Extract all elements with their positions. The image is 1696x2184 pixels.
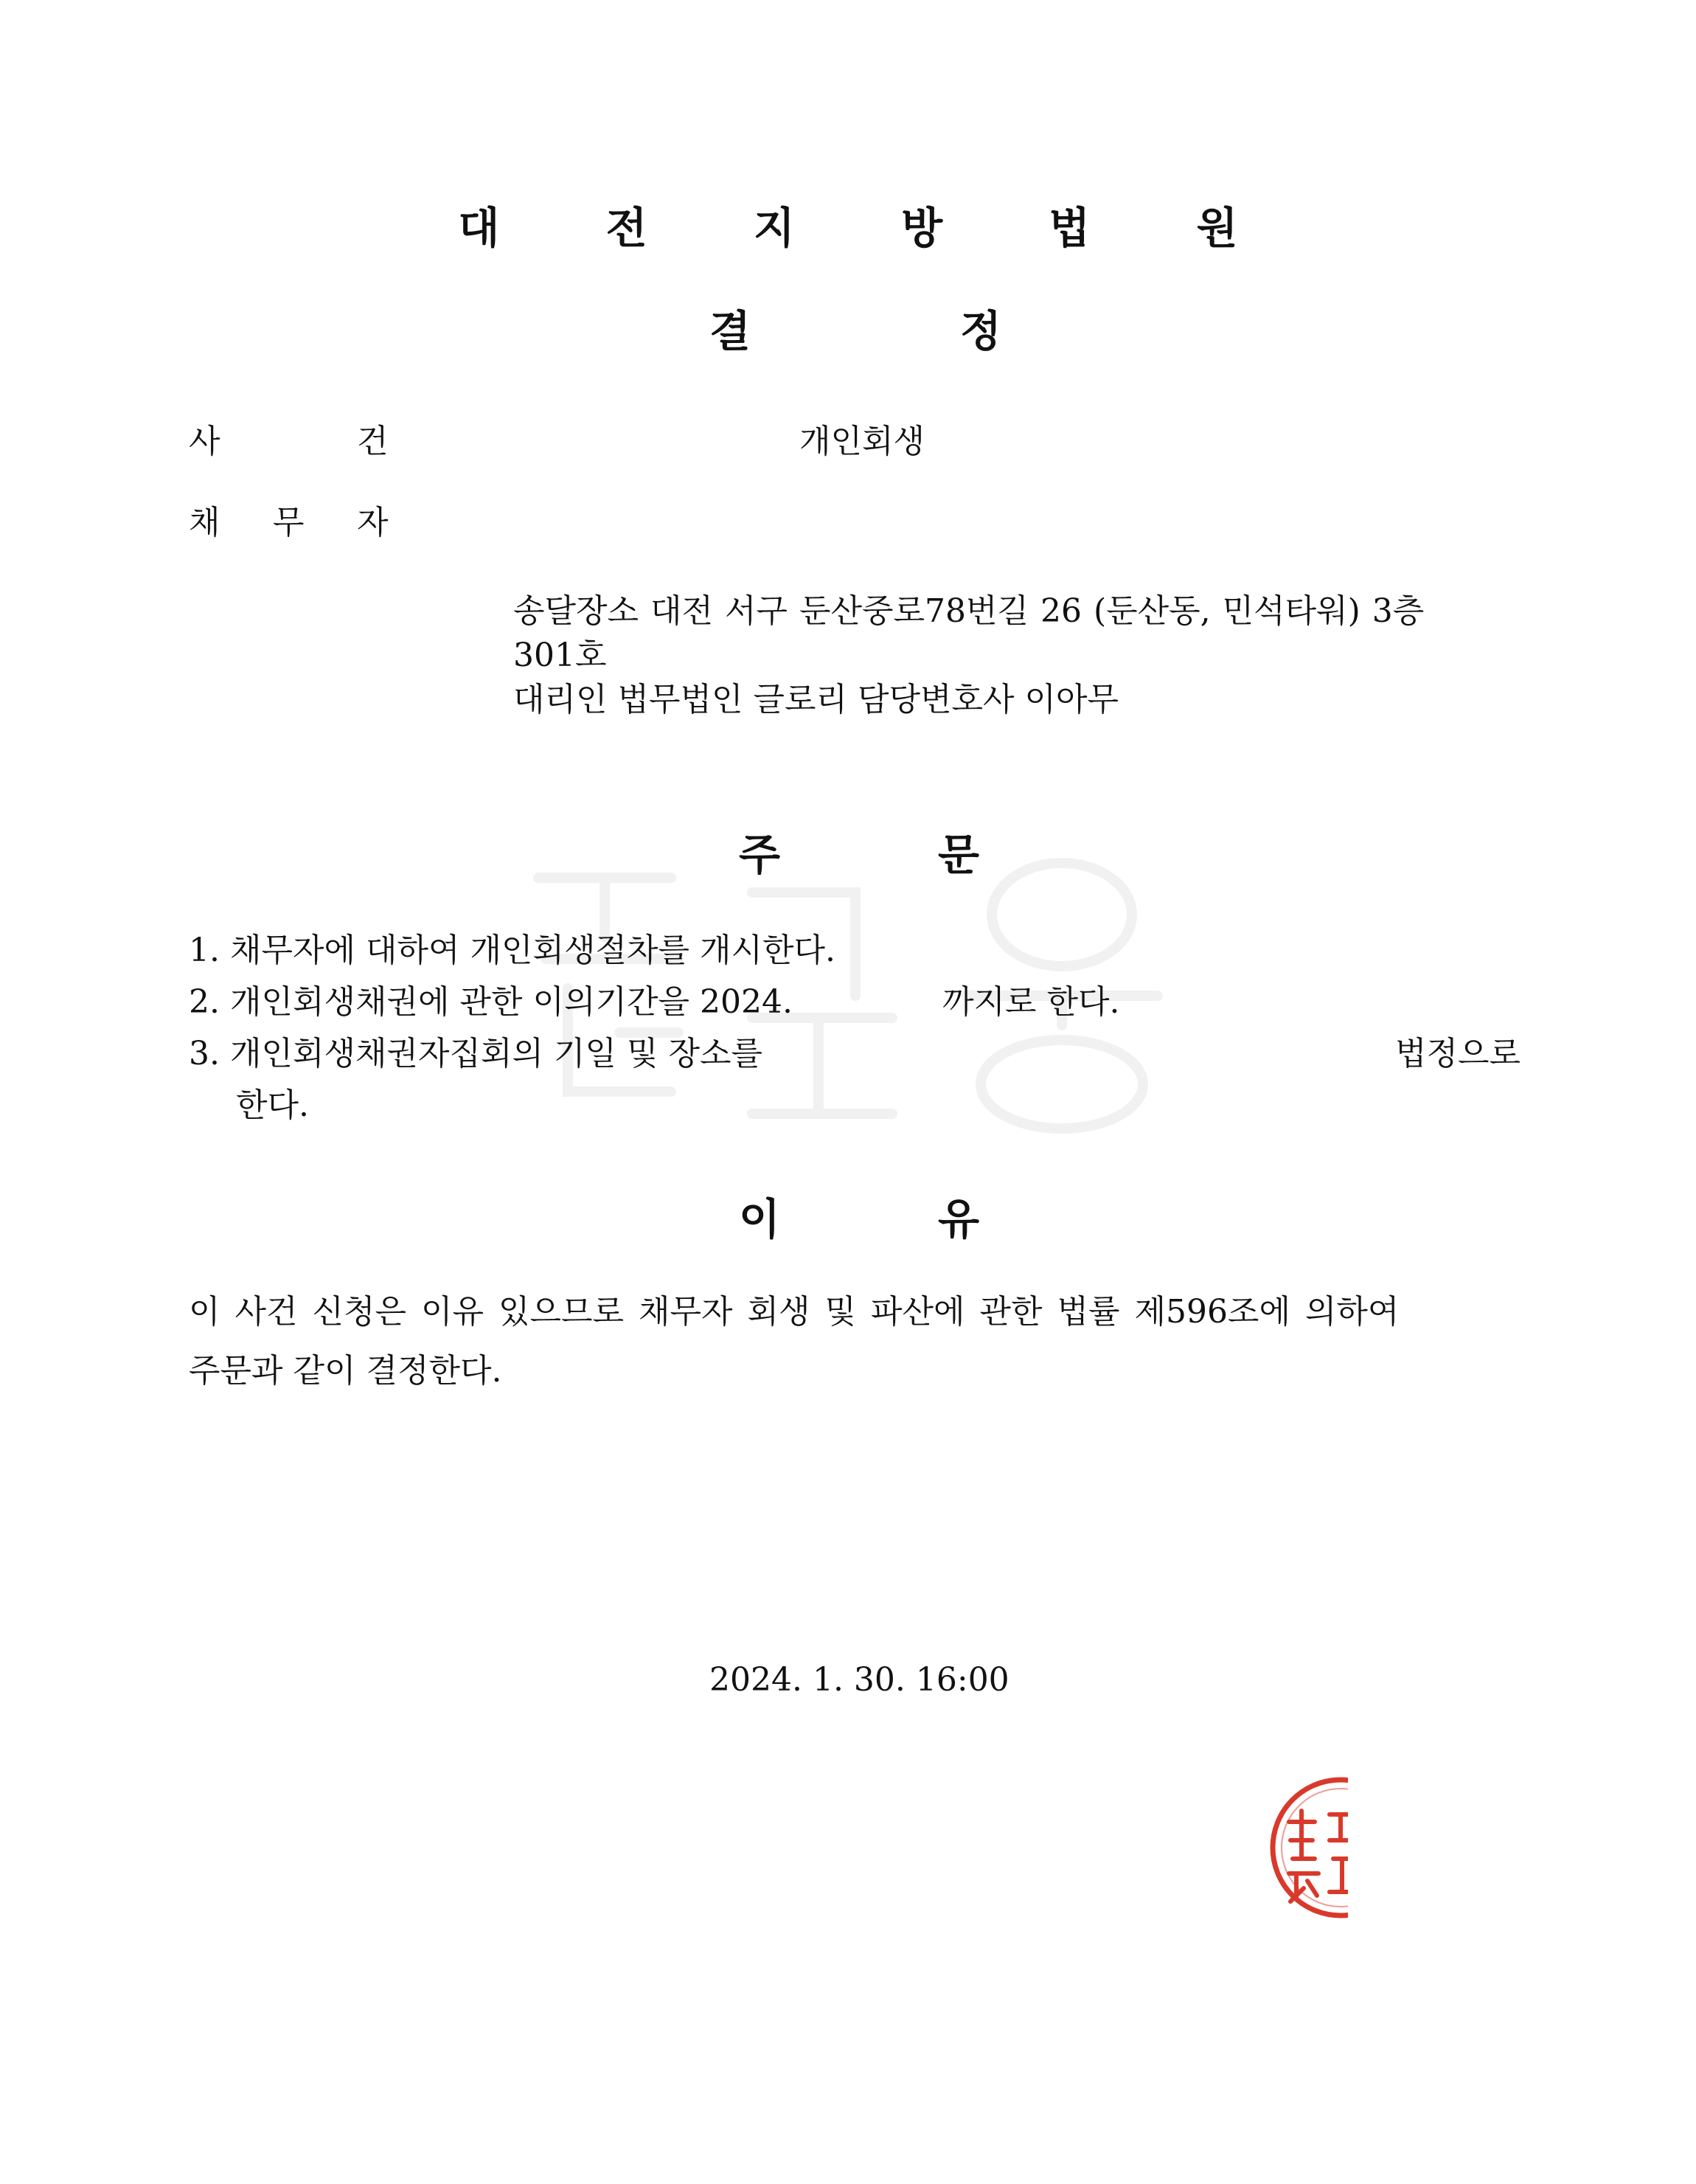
debtor-label-char-1: 채: [189, 504, 220, 541]
case-label-char-1: 사: [189, 423, 220, 460]
court-seal-stamp: [1259, 1770, 1348, 1925]
decision-heading-right: 정: [960, 306, 1002, 356]
order-item-2-start: 2. 개인회생채권에 관한 이의기간을 2024.: [189, 983, 793, 1021]
order-item-3-start: 3. 개인회생채권자집회의 기일 및 장소를: [189, 1035, 762, 1072]
order-item-3-end: 법정으로: [1395, 1035, 1521, 1072]
case-label-char-2: 건: [357, 423, 389, 460]
debtor-label-char-3: 자: [357, 504, 389, 541]
order-item-2-end: 까지로 한다.: [942, 983, 1120, 1021]
order-heading-left: 주: [739, 830, 781, 880]
decision-date: 2024. 1. 30. 16:00: [709, 1661, 1009, 1699]
court-title: 대 전 지 방 법 원: [458, 203, 1284, 253]
reason-heading-right: 유: [938, 1194, 980, 1244]
service-address-line-1: 송달장소 대전 서구 둔산중로78번길 26 (둔산동, 민석타워) 3층: [513, 592, 1425, 630]
debtor-label-char-2: 무: [273, 504, 305, 541]
order-heading-right: 문: [938, 830, 980, 880]
reason-line-2: 주문과 같이 결정한다.: [189, 1352, 502, 1390]
reason-heading-left: 이: [739, 1194, 781, 1244]
service-address-line-2: 301호: [513, 637, 607, 674]
order-item-1: 1. 채무자에 대하여 개인회생절차를 개시한다.: [189, 932, 835, 969]
decision-heading-left: 결: [709, 306, 751, 356]
case-value: 개인회생: [799, 423, 925, 460]
legal-agent: 대리인 법무법인 글로리 담당변호사 이아무: [513, 681, 1119, 718]
order-item-3-continuation: 한다.: [236, 1086, 309, 1124]
reason-line-1: 이 사건 신청은 이유 있으므로 채무자 회생 및 파산에 관한 법률 제596조에 의하여: [189, 1293, 1400, 1331]
